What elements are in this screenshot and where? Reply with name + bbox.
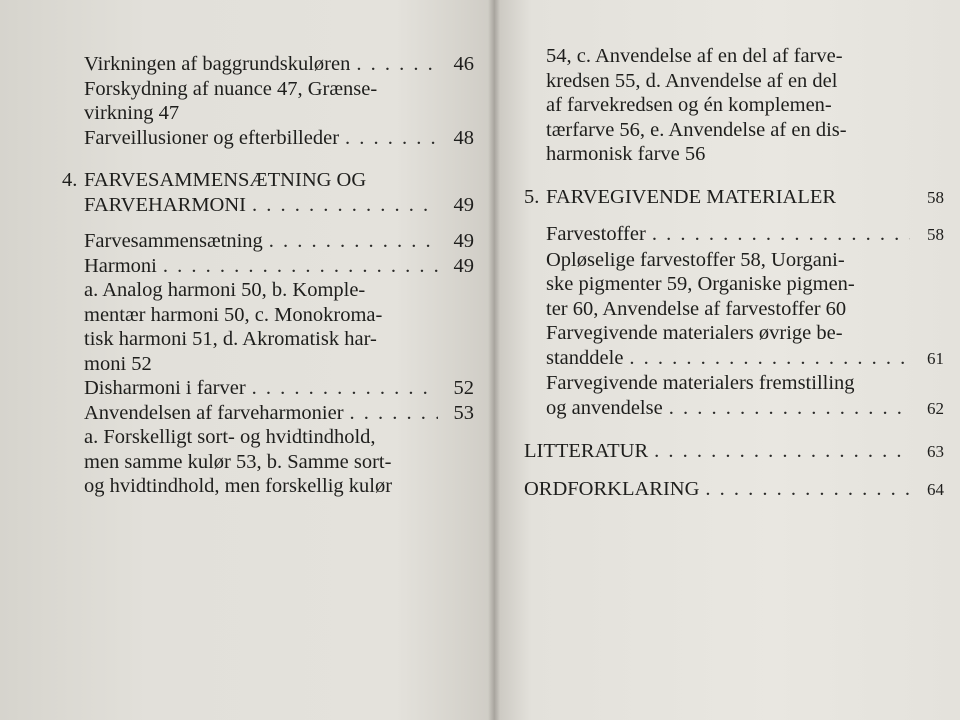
dot-leader <box>252 376 438 401</box>
toc-entry-title: Disharmoni i farver <box>84 377 246 399</box>
dot-leader <box>345 126 438 151</box>
chapter-5-items <box>524 222 944 421</box>
toc-entry-page: 58 <box>927 225 944 244</box>
chapter-4-heading <box>62 168 474 217</box>
toc-entry-line: Forskydning af nuance 47, Grænse- <box>84 77 378 100</box>
toc-entry-title: Harmoni <box>84 254 157 277</box>
right-page <box>494 0 960 720</box>
dot-leader <box>163 254 438 279</box>
toc-entry-title: Virkningen af baggrundskuløren <box>84 53 351 75</box>
litteratur-entry <box>524 439 944 465</box>
toc-entry-title: Farvestoffer <box>546 223 646 245</box>
chapter-page: 58 <box>927 187 944 207</box>
subentry-line: 54, c. Anvendelse af en del af farve- <box>546 45 843 67</box>
dot-leader <box>252 193 438 218</box>
right-toc-column <box>524 44 944 502</box>
toc-entry <box>84 401 474 426</box>
subentry-line: a. Analog harmoni 50, b. Komple- <box>84 279 366 301</box>
subentry-line: men samme kulør 53, b. Samme sort- <box>84 450 392 473</box>
section-page: 63 <box>927 442 944 461</box>
subentry-line: tærfarve 56, e. Anvendelse af en dis- <box>546 118 847 141</box>
toc-entry <box>546 222 944 248</box>
subentry-line: tisk harmoni 51, d. Akromatisk har- <box>84 328 377 350</box>
toc-entry-line: Farvegivende materialers øvrige be- <box>546 322 843 344</box>
section-title: ORDFORKLARING <box>524 477 700 500</box>
toc-entry-title: Anvendelsen af farveharmonier <box>84 401 344 424</box>
left-toc-column <box>62 52 474 499</box>
toc-entry <box>84 376 474 401</box>
chapter-title-line1: FARVESAMMENSÆTNING OG <box>84 169 367 191</box>
toc-entry-page: 52 <box>453 377 474 399</box>
section-title: LITTERATUR <box>524 440 649 462</box>
dot-leader <box>269 229 438 254</box>
subentry-line: a. Forskelligt sort- og hvidtindhold, <box>84 426 376 448</box>
subentry-line: ter 60, Anvendelse af farvestoffer 60 <box>546 297 847 320</box>
toc-entry-title: Farvesammensætning <box>84 230 263 252</box>
chapter-title: FARVEGIVENDE MATERIALER <box>546 185 837 208</box>
toc-entry-title: og anvendelse <box>546 396 663 419</box>
toc-entry <box>84 52 474 77</box>
subentry-line: Opløselige farvestoffer 58, Uorgani- <box>546 248 845 271</box>
toc-entry <box>84 229 474 254</box>
toc-entry-page: 49 <box>453 230 474 252</box>
toc-entry-title: standdele <box>546 346 624 369</box>
chapter-4-items <box>62 229 474 499</box>
subentry-line: ske pigmenter 59, Organiske pigmen- <box>546 273 855 295</box>
continuation-lines <box>524 44 944 167</box>
toc-entry-line: Farvegivende materialers fremstilling <box>546 372 855 394</box>
chapter-title-line2: FARVEHARMONI <box>84 193 246 216</box>
pre-items <box>62 52 474 150</box>
ordforklaring-entry <box>524 477 944 503</box>
toc-entry-page: 53 <box>453 401 474 424</box>
dot-leader <box>350 401 438 426</box>
toc-entry <box>84 126 474 151</box>
chapter-title-row <box>62 193 474 218</box>
chapter-page: 49 <box>453 193 474 216</box>
toc-entry <box>546 396 944 422</box>
toc-entry-title: Farveillusioner og efterbilleder <box>84 126 340 149</box>
dot-leader <box>356 52 438 77</box>
subentry-line: kredsen 55, d. Anvendelse af en del <box>546 69 838 92</box>
toc-entry <box>546 346 944 372</box>
chapter-number: 4. <box>62 169 78 191</box>
subentry-line: harmonisk farve 56 <box>546 143 706 165</box>
toc-entry-page: 48 <box>453 126 474 149</box>
toc-entry-page: 49 <box>453 254 474 277</box>
toc-entry-page: 61 <box>927 348 944 368</box>
subentry-line: af farvekredsen og én komplemen- <box>546 94 832 116</box>
toc-entry <box>84 254 474 279</box>
chapter-5-heading <box>524 185 944 211</box>
dot-leader <box>669 396 910 421</box>
dot-leader <box>654 439 910 464</box>
chapter-number: 5. <box>524 185 540 208</box>
dot-leader <box>652 222 910 247</box>
toc-entry-line: virkning 47 <box>84 102 180 124</box>
section-page: 64 <box>927 479 944 499</box>
toc-entry-page: 46 <box>453 53 474 75</box>
subentry-line: moni 52 <box>84 352 152 375</box>
dot-leader <box>629 346 910 371</box>
subentry-line: mentær harmoni 50, c. Monokroma- <box>84 303 383 326</box>
book-gutter-shadow <box>488 0 500 720</box>
dot-leader <box>705 477 910 502</box>
subentry-line: og hvidtindhold, men forskellig kulør <box>84 475 393 497</box>
toc-entry-page: 62 <box>927 398 944 418</box>
